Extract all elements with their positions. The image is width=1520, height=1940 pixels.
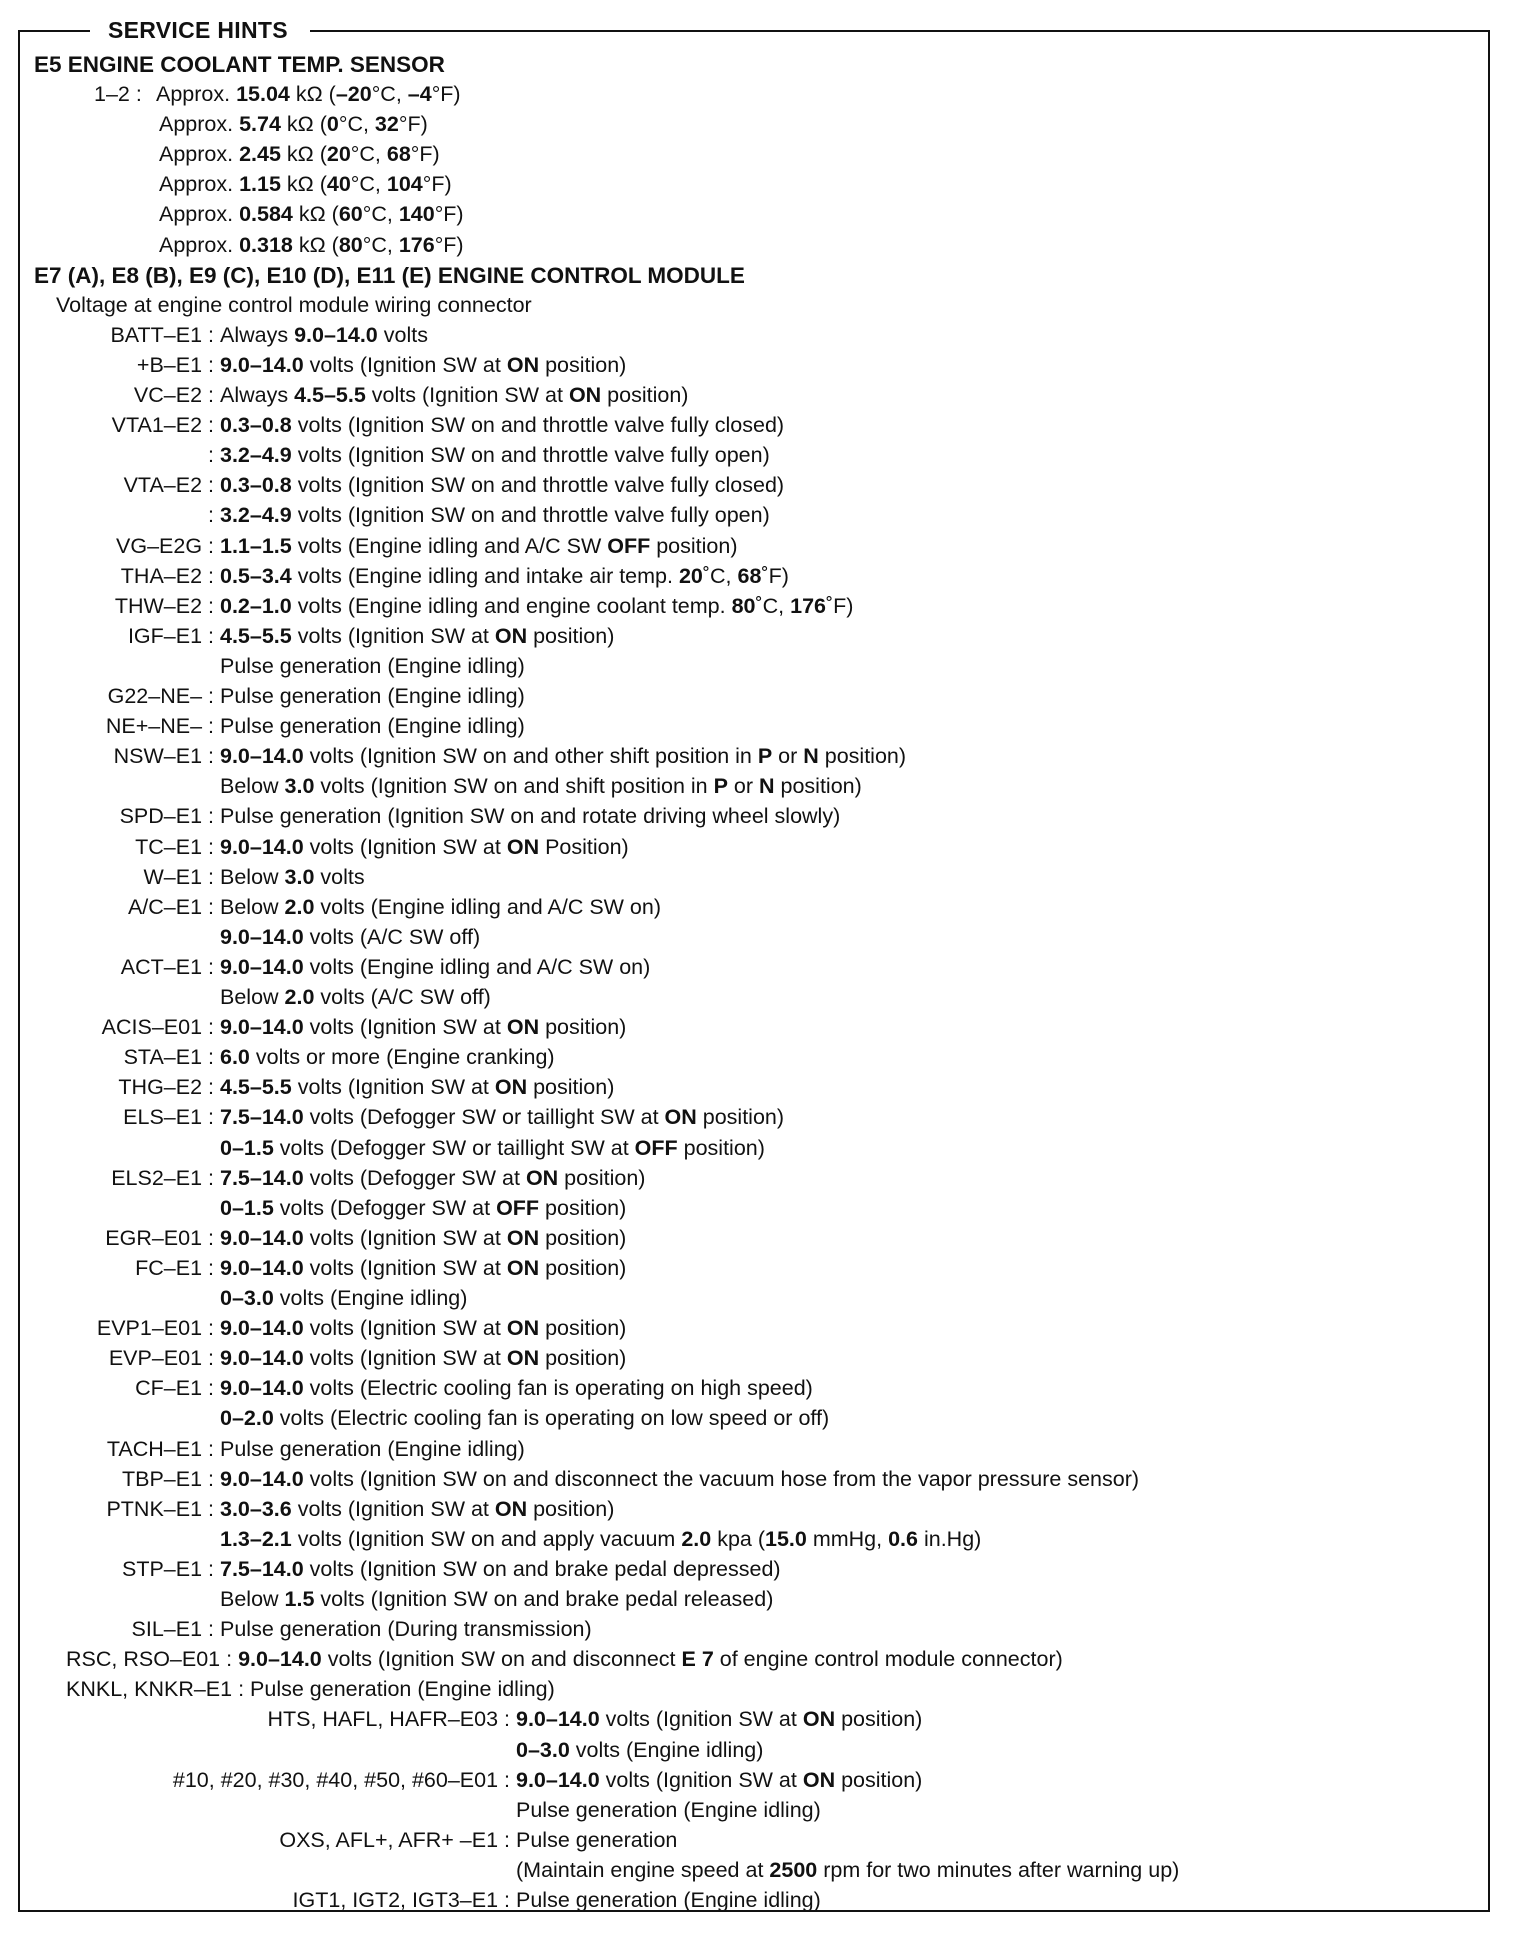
ecm-row <box>34 1707 1474 1737</box>
ecm-row <box>34 1226 1474 1256</box>
ecm-terminal-value: 9.0–14.0 volts (Ignition SW at ON position) <box>516 1767 923 1792</box>
page-title: SERVICE HINTS <box>90 16 310 44</box>
ecm-terminal-label: HTS, HAFL, HAFR–E03 : <box>267 1707 510 1732</box>
ecm-terminal-value: 9.0–14.0 volts (Ignition SW on and other shift position in P or N position) <box>220 744 907 769</box>
ecm-terminal-label: FC–E1 : <box>135 1255 214 1280</box>
ecm-terminal-label: G22–NE– : <box>107 684 214 708</box>
ecm-row <box>34 1828 1474 1858</box>
ecm-row <box>34 383 1474 413</box>
ecm-row <box>34 835 1474 865</box>
ecm-row <box>34 1467 1474 1497</box>
ecm-terminal-label: NSW–E1 : <box>113 744 214 769</box>
ecm-row <box>34 353 1474 383</box>
ecm-row <box>34 1286 1474 1316</box>
ecm-row <box>34 323 1474 353</box>
e5-row <box>34 112 934 142</box>
ecm-terminal-label: NE+–NE– : <box>105 714 214 739</box>
ecm-terminal-value: 0.5–3.4 volts (Engine idling and intake air temp. 20˚C, 68˚F) <box>220 563 789 588</box>
ecm-row <box>34 1166 1474 1196</box>
ecm-terminal-label: THW–E2 : <box>114 593 214 618</box>
ecm-terminal-label: A/C–E1 : <box>127 894 214 919</box>
ecm-terminal-label: EGR–E01 : <box>105 1225 214 1250</box>
ecm-terminal-label: IGF–E1 : <box>127 623 214 648</box>
ecm-terminal-value: Pulse generation (Engine idling) <box>220 1436 525 1461</box>
ecm-terminal-value: Below 2.0 volts (A/C SW off) <box>220 985 491 1009</box>
ecm-row <box>34 895 1474 925</box>
ecm-terminal-value: 0.2–1.0 volts (Engine idling and engine coolant temp. 80˚C, 176˚F) <box>220 593 854 618</box>
ecm-terminal-label: STP–E1 : <box>121 1556 214 1581</box>
ecm-terminal-label: ELS–E1 : <box>123 1105 214 1130</box>
ecm-terminal-label: STA–E1 : <box>123 1045 214 1070</box>
ecm-row <box>34 774 1474 804</box>
ecm-terminal-label: PTNK–E1 : <box>106 1496 214 1521</box>
ecm-row <box>34 1376 1474 1406</box>
ecm-terminal-value: 6.0 volts or more (Engine cranking) <box>220 1045 555 1070</box>
ecm-full-line: KNKL, KNKR–E1 : Pulse generation (Engine idling) <box>66 1677 555 1702</box>
ecm-terminal-label: SIL–E1 : <box>131 1617 214 1642</box>
ecm-terminal-value: 0–3.0 volts (Engine idling) <box>516 1737 764 1762</box>
ecm-row <box>34 1768 1474 1798</box>
e5-row <box>34 82 934 112</box>
ecm-terminal-value: Pulse generation <box>516 1827 678 1852</box>
ecm-row <box>34 1858 1474 1888</box>
e5-row <box>34 142 934 172</box>
ecm-terminal-label: THG–E2 : <box>118 1075 214 1100</box>
ecm-row <box>34 1196 1474 1226</box>
ecm-terminal-value: 4.5–5.5 volts (Ignition SW at ON position) <box>220 1075 615 1100</box>
ecm-terminal-value: (Maintain engine speed at 2500 rpm for two minutes after warning up) <box>516 1857 1180 1882</box>
ecm-row <box>34 564 1474 594</box>
ecm-row <box>34 1105 1474 1135</box>
ecm-terminal-label: BATT–E1 : <box>110 322 214 347</box>
ecm-row <box>34 1437 1474 1467</box>
ecm-row <box>34 503 1474 533</box>
ecm-row <box>34 654 1474 684</box>
ecm-row <box>34 624 1474 654</box>
ecm-terminal-label: : <box>208 443 214 468</box>
ecm-terminal-value: 3.0–3.6 volts (Ignition SW at ON position) <box>220 1496 615 1521</box>
ecm-terminal-label: SPD–E1 : <box>119 804 214 829</box>
ecm-row <box>34 925 1474 955</box>
ecm-row <box>34 1617 1474 1647</box>
ecm-terminal-value: 3.2–4.9 volts (Ignition SW on and throttle valve fully open) <box>220 443 770 468</box>
ecm-row <box>34 1136 1474 1166</box>
ecm-terminal-value: 9.0–14.0 volts (Electric cooling fan is operating on high speed) <box>220 1376 813 1401</box>
ecm-terminal-value: 9.0–14.0 volts (Engine idling and A/C SW on) <box>220 954 651 979</box>
ecm-terminal-label: W–E1 : <box>143 864 214 889</box>
ecm-row <box>34 955 1474 985</box>
ecm-terminal-value: 9.0–14.0 volts (Ignition SW at ON position) <box>220 1255 627 1280</box>
e5-value: Approx. 2.45 kΩ (20°C, 68°F) <box>159 142 440 167</box>
ecm-terminal-value: 9.0–14.0 volts (Ignition SW at ON position) <box>220 352 627 377</box>
e5-value: Approx. 0.584 kΩ (60°C, 140°F) <box>159 202 464 227</box>
ecm-row <box>34 1316 1474 1346</box>
ecm-terminal-value: 0.3–0.8 volts (Ignition SW on and throttle valve fully closed) <box>220 473 785 498</box>
ecm-terminal-label: CF–E1 : <box>135 1376 214 1401</box>
ecm-terminal-value: 4.5–5.5 volts (Ignition SW at ON position) <box>220 623 615 648</box>
ecm-terminal-value: 0–2.0 volts (Electric cooling fan is operating on low speed or off) <box>220 1406 830 1431</box>
ecm-terminal-label: VG–E2G : <box>116 533 214 558</box>
ecm-row <box>34 534 1474 564</box>
ecm-terminal-value: 7.5–14.0 volts (Ignition SW on and brake pedal depressed) <box>220 1556 781 1581</box>
ecm-terminal-label: TC–E1 : <box>135 834 214 859</box>
ecm-terminal-value: 9.0–14.0 volts (Ignition SW at ON Position) <box>220 834 629 859</box>
ecm-row <box>34 865 1474 895</box>
ecm-terminal-value: 0–3.0 volts (Engine idling) <box>220 1286 468 1310</box>
ecm-row <box>34 1497 1474 1527</box>
ecm-row <box>34 1557 1474 1587</box>
e5-row <box>34 202 934 232</box>
ecm-terminal-value: Pulse generation (Engine idling) <box>516 1888 821 1912</box>
ecm-terminal-value: Pulse generation (Ignition SW on and rotate driving wheel slowly) <box>220 804 841 829</box>
ecm-terminal-value: Below 3.0 volts (Ignition SW on and shift position in P or N position) <box>220 774 862 799</box>
ecm-row <box>34 985 1474 1015</box>
e5-pin-label: 1–2 : <box>94 82 142 106</box>
ecm-terminal-value: Pulse generation (Engine idling) <box>220 653 525 678</box>
ecm-terminal-value: 9.0–14.0 volts (A/C SW off) <box>220 924 481 949</box>
ecm-row <box>34 1677 1474 1707</box>
ecm-row <box>34 1587 1474 1617</box>
ecm-row <box>34 594 1474 624</box>
ecm-terminal-value: 9.0–14.0 volts (Ignition SW at ON position) <box>220 1015 627 1040</box>
ecm-terminal-label: VTA1–E2 : <box>111 413 214 438</box>
ecm-row <box>34 1045 1474 1075</box>
e5-value: Approx. 0.318 kΩ (80°C, 176°F) <box>159 232 464 257</box>
ecm-row <box>34 1527 1474 1557</box>
ecm-row <box>34 1888 1474 1918</box>
ecm-terminal-value: 9.0–14.0 volts (Ignition SW at ON position) <box>220 1346 627 1371</box>
ecm-terminal-value: 9.0–14.0 volts (Ignition SW at ON position) <box>220 1225 627 1250</box>
ecm-terminal-value: 0–1.5 volts (Defogger SW or taillight SW at OFF position) <box>220 1135 765 1160</box>
ecm-terminal-value: 9.0–14.0 volts (Ignition SW at ON position) <box>220 1316 627 1341</box>
ecm-terminal-label: TBP–E1 : <box>121 1466 214 1491</box>
ecm-terminal-value: Pulse generation (Engine idling) <box>220 684 525 708</box>
ecm-terminal-value: Below 1.5 volts (Ignition SW on and brake pedal released) <box>220 1587 774 1611</box>
ecm-terminal-value: Below 3.0 volts <box>220 864 365 889</box>
ecm-terminal-value: 7.5–14.0 volts (Defogger SW or taillight SW at ON position) <box>220 1105 785 1130</box>
ecm-row <box>34 714 1474 744</box>
ecm-terminal-label: IGT1, IGT2, IGT3–E1 : <box>292 1888 510 1912</box>
ecm-terminal-value: Below 2.0 volts (Engine idling and A/C SW on) <box>220 894 661 919</box>
ecm-terminal-value: 1.3–2.1 volts (Ignition SW on and apply vacuum 2.0 kpa (15.0 mmHg, 0.6 in.Hg) <box>220 1526 982 1551</box>
ecm-terminal-label: EVP1–E01 : <box>96 1316 214 1341</box>
ecm-terminal-label: ELS2–E1 : <box>111 1165 214 1190</box>
ecm-terminal-value: Always 9.0–14.0 volts <box>220 322 428 347</box>
ecm-row <box>34 1798 1474 1828</box>
ecm-terminal-value: 9.0–14.0 volts (Ignition SW at ON position) <box>516 1707 923 1732</box>
ecm-terminal-value: 1.1–1.5 volts (Engine idling and A/C SW OFF position) <box>220 533 738 558</box>
ecm-terminal-value: 3.2–4.9 volts (Ignition SW on and throttle valve fully open) <box>220 503 770 528</box>
ecm-row <box>34 744 1474 774</box>
e5-value: Approx. 5.74 kΩ (0°C, 32°F) <box>159 112 428 137</box>
ecm-row <box>34 804 1474 834</box>
ecm-row <box>34 1346 1474 1376</box>
ecm-row <box>34 684 1474 714</box>
ecm-row <box>34 1406 1474 1436</box>
ecm-row <box>34 1647 1474 1677</box>
e5-value: Approx. 15.04 kΩ (–20°C, –4°F) <box>156 82 461 106</box>
ecm-terminal-value: Pulse generation (During transmission) <box>220 1617 592 1642</box>
ecm-terminal-label: TACH–E1 : <box>106 1436 214 1461</box>
ecm-terminal-value: 9.0–14.0 volts (Ignition SW on and disconnect the vacuum hose from the vapor pressure sensor) <box>220 1466 1140 1491</box>
ecm-terminal-label: THA–E2 : <box>120 563 214 588</box>
ecm-terminal-label: ACIS–E01 : <box>101 1015 214 1040</box>
ecm-terminal-value: 0.3–0.8 volts (Ignition SW on and throttle valve fully closed) <box>220 413 785 438</box>
ecm-terminal-value: 7.5–14.0 volts (Defogger SW at ON position) <box>220 1165 646 1190</box>
ecm-row <box>34 473 1474 503</box>
ecm-terminal-label: VTA–E2 : <box>123 473 214 498</box>
ecm-terminal-label: EVP–E01 : <box>108 1346 214 1371</box>
ecm-header: E7 (A), E8 (B), E9 (C), E10 (D), E11 (E) ENGINE CONTROL MODULE <box>34 262 745 288</box>
e5-row <box>34 172 934 202</box>
ecm-terminal-label: ACT–E1 : <box>120 954 214 979</box>
ecm-row <box>34 1075 1474 1105</box>
ecm-row <box>34 1738 1474 1768</box>
e5-value: Approx. 1.15 kΩ (40°C, 104°F) <box>159 172 452 197</box>
ecm-terminal-value: 0–1.5 volts (Defogger SW at OFF position) <box>220 1195 627 1220</box>
ecm-terminal-label: : <box>208 503 214 528</box>
title-rule <box>46 30 90 32</box>
ecm-terminal-label: OXS, AFL+, AFR+ –E1 : <box>279 1827 510 1852</box>
ecm-row <box>34 413 1474 443</box>
ecm-terminal-label: VC–E2 : <box>133 383 214 407</box>
ecm-note: Voltage at engine control module wiring connector <box>56 292 532 317</box>
e5-row <box>34 233 934 263</box>
ecm-full-line: RSC, RSO–E01 : 9.0–14.0 volts (Ignition SW on and disconnect E 7 of engine control module connector) <box>66 1647 1063 1672</box>
ecm-terminal-value: Always 4.5–5.5 volts (Ignition SW at ON position) <box>220 383 689 407</box>
ecm-row <box>34 443 1474 473</box>
ecm-row <box>34 1015 1474 1045</box>
ecm-terminal-value: Pulse generation (Engine idling) <box>220 714 525 739</box>
ecm-terminal-label: +B–E1 : <box>136 352 214 377</box>
e5-header: E5 ENGINE COOLANT TEMP. SENSOR <box>34 52 445 77</box>
ecm-row <box>34 1256 1474 1286</box>
ecm-terminal-label: #10, #20, #30, #40, #50, #60–E01 : <box>172 1767 510 1792</box>
ecm-terminal-value: Pulse generation (Engine idling) <box>516 1797 821 1822</box>
